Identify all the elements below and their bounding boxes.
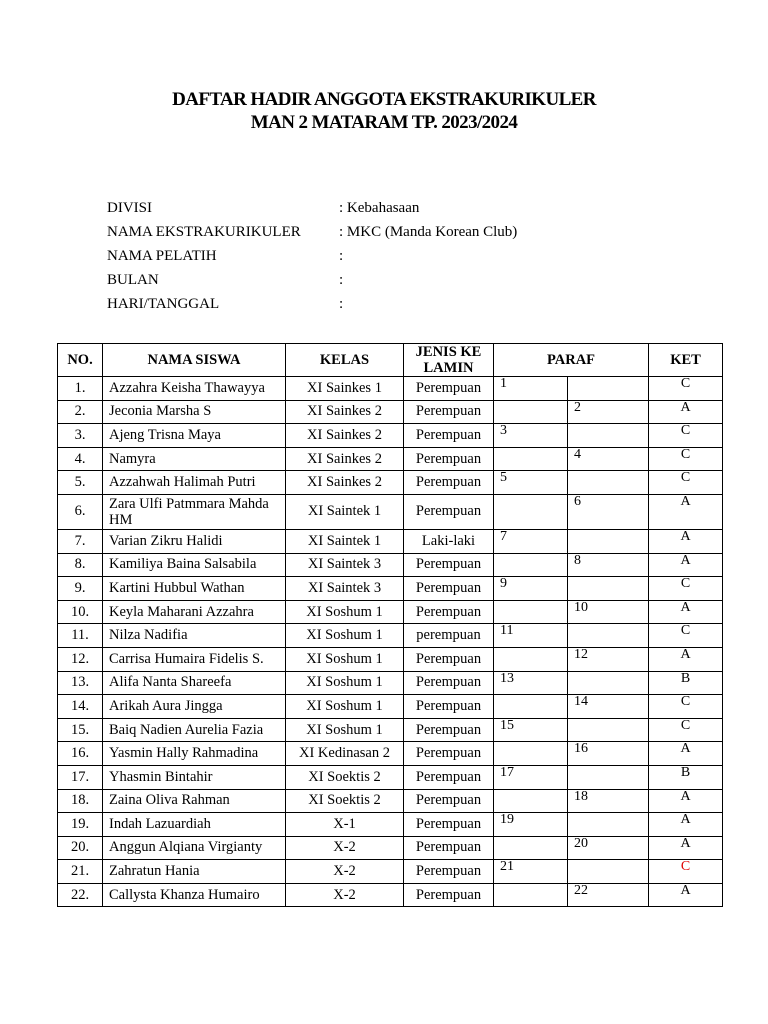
paraf-cell-right [568, 860, 649, 884]
student-gender: Perempuan [404, 789, 494, 813]
ket-cell: B [649, 671, 723, 695]
row-number: 13. [58, 671, 103, 695]
info-value: : [339, 248, 344, 264]
student-gender: Perempuan [404, 577, 494, 601]
table-row [58, 471, 723, 495]
table-row [58, 400, 723, 424]
row-number: 6. [58, 494, 103, 529]
info-label: BULAN [107, 272, 159, 288]
paraf-cell-right [568, 718, 649, 742]
table-row [58, 718, 723, 742]
ket-cell: C [649, 718, 723, 742]
student-gender: Perempuan [404, 765, 494, 789]
student-name: Ajeng Trisna Maya [103, 424, 286, 448]
paraf-cell-left [494, 494, 568, 529]
student-gender: Perempuan [404, 718, 494, 742]
table-row [58, 883, 723, 907]
ket-cell: C [649, 377, 723, 401]
student-name: Zahratun Hania [103, 860, 286, 884]
student-class: X-2 [286, 836, 404, 860]
table-row [58, 836, 723, 860]
row-number: 22. [58, 883, 103, 907]
student-class: X-1 [286, 813, 404, 837]
row-number: 21. [58, 860, 103, 884]
row-number: 12. [58, 647, 103, 671]
ket-cell: C [649, 860, 723, 884]
student-gender: Perempuan [404, 695, 494, 719]
ket-cell: A [649, 742, 723, 766]
row-number: 3. [58, 424, 103, 448]
student-name: Indah Lazuardiah [103, 813, 286, 837]
paraf-cell-left: 1 [494, 377, 568, 401]
student-class: XI Sainkes 2 [286, 447, 404, 471]
paraf-cell-right: 10 [568, 600, 649, 624]
student-gender: Perempuan [404, 494, 494, 529]
header-paraf: PARAF [494, 344, 649, 377]
paraf-cell-left: 9 [494, 577, 568, 601]
row-number: 20. [58, 836, 103, 860]
paraf-cell-left: 13 [494, 671, 568, 695]
paraf-cell-left [494, 447, 568, 471]
row-number: 7. [58, 529, 103, 553]
student-name: Keyla Maharani Azzahra [103, 600, 286, 624]
table-row [58, 553, 723, 577]
student-class: X-2 [286, 883, 404, 907]
paraf-cell-left [494, 883, 568, 907]
ket-cell: A [649, 789, 723, 813]
ket-cell: C [649, 471, 723, 495]
table-body [58, 377, 723, 907]
paraf-cell-left: 15 [494, 718, 568, 742]
row-number: 19. [58, 813, 103, 837]
student-class: XI Saintek 3 [286, 553, 404, 577]
paraf-cell-right [568, 471, 649, 495]
row-number: 16. [58, 742, 103, 766]
student-name: Nilza Nadifia [103, 624, 286, 648]
student-gender: Perempuan [404, 471, 494, 495]
row-number: 14. [58, 695, 103, 719]
paraf-cell-right: 18 [568, 789, 649, 813]
paraf-cell-right [568, 624, 649, 648]
student-class: XI Sainkes 1 [286, 377, 404, 401]
student-class: XI Sainkes 2 [286, 424, 404, 448]
student-class: XI Soshum 1 [286, 718, 404, 742]
student-gender: perempuan [404, 624, 494, 648]
paraf-cell-left: 11 [494, 624, 568, 648]
paraf-cell-left: 21 [494, 860, 568, 884]
student-gender: Perempuan [404, 860, 494, 884]
student-name: Arikah Aura Jingga [103, 695, 286, 719]
paraf-cell-right [568, 671, 649, 695]
paraf-cell-left [494, 742, 568, 766]
paraf-cell-right: 8 [568, 553, 649, 577]
student-class: XI Saintek 3 [286, 577, 404, 601]
table-row [58, 789, 723, 813]
paraf-cell-right: 20 [568, 836, 649, 860]
student-class: XI Kedinasan 2 [286, 742, 404, 766]
student-name: Jeconia Marsha S [103, 400, 286, 424]
ket-cell: A [649, 494, 723, 529]
paraf-cell-left [494, 647, 568, 671]
student-gender: Perempuan [404, 447, 494, 471]
row-number: 15. [58, 718, 103, 742]
ket-cell: A [649, 883, 723, 907]
student-name: Yasmin Hally Rahmadina [103, 742, 286, 766]
paraf-cell-right: 6 [568, 494, 649, 529]
table-row [58, 377, 723, 401]
student-class: XI Soshum 1 [286, 671, 404, 695]
student-name: Carrisa Humaira Fidelis S. [103, 647, 286, 671]
paraf-cell-left: 17 [494, 765, 568, 789]
header-nama-siswa: NAMA SISWA [103, 344, 286, 377]
header-no: NO. [58, 344, 103, 377]
table-row [58, 813, 723, 837]
row-number: 18. [58, 789, 103, 813]
header-jenis-kelamin: JENIS KE LAMIN [404, 344, 494, 377]
student-class: XI Soshum 1 [286, 624, 404, 648]
student-name: Zara Ulfi Patmmara Mahda HM [103, 494, 286, 529]
ket-cell: B [649, 765, 723, 789]
student-class: XI Soshum 1 [286, 695, 404, 719]
paraf-cell-right [568, 813, 649, 837]
ket-cell: A [649, 529, 723, 553]
ket-cell: A [649, 553, 723, 577]
row-number: 5. [58, 471, 103, 495]
paraf-cell-right: 12 [568, 647, 649, 671]
header-ket: KET [649, 344, 723, 377]
ket-cell: C [649, 695, 723, 719]
student-name: Kamiliya Baina Salsabila [103, 553, 286, 577]
info-value: : MKC (Manda Korean Club) [339, 224, 518, 240]
ket-cell: A [649, 400, 723, 424]
student-gender: Perempuan [404, 883, 494, 907]
table-row [58, 424, 723, 448]
student-class: XI Sainkes 2 [286, 471, 404, 495]
info-value: : [339, 272, 344, 288]
student-gender: Perempuan [404, 647, 494, 671]
student-class: XI Soektis 2 [286, 765, 404, 789]
paraf-cell-right [568, 765, 649, 789]
student-gender: Perempuan [404, 671, 494, 695]
ket-cell: A [649, 813, 723, 837]
student-name: Zaina Oliva Rahman [103, 789, 286, 813]
student-class: X-2 [286, 860, 404, 884]
table-row [58, 577, 723, 601]
student-name: Kartini Hubbul Wathan [103, 577, 286, 601]
student-gender: Perempuan [404, 813, 494, 837]
student-class: XI Soektis 2 [286, 789, 404, 813]
paraf-cell-left [494, 553, 568, 577]
student-gender: Perempuan [404, 836, 494, 860]
student-class: XI Saintek 1 [286, 494, 404, 529]
paraf-cell-left [494, 600, 568, 624]
paraf-cell-left [494, 789, 568, 813]
student-name: Yhasmin Bintahir [103, 765, 286, 789]
paraf-cell-right: 16 [568, 742, 649, 766]
paraf-cell-right [568, 529, 649, 553]
student-gender: Perempuan [404, 742, 494, 766]
ket-cell: C [649, 447, 723, 471]
table-header-row [58, 344, 723, 377]
student-name: Varian Zikru Halidi [103, 529, 286, 553]
table-row [58, 600, 723, 624]
row-number: 11. [58, 624, 103, 648]
table-row [58, 695, 723, 719]
student-name: Anggun Alqiana Virgianty [103, 836, 286, 860]
document-title-line1: DAFTAR HADIR ANGGOTA EKSTRAKURIKULER [172, 89, 596, 110]
paraf-cell-left: 3 [494, 424, 568, 448]
student-name: Azzahwah Halimah Putri [103, 471, 286, 495]
info-label: NAMA EKSTRAKURIKULER [107, 224, 301, 240]
student-name: Alifa Nanta Shareefa [103, 671, 286, 695]
info-label: NAMA PELATIH [107, 248, 217, 264]
student-gender: Perempuan [404, 553, 494, 577]
student-name: Namyra [103, 447, 286, 471]
student-gender: Perempuan [404, 424, 494, 448]
table-row [58, 671, 723, 695]
info-label: HARI/TANGGAL [107, 296, 220, 312]
paraf-cell-right [568, 577, 649, 601]
row-number: 10. [58, 600, 103, 624]
table-row [58, 742, 723, 766]
student-class: XI Soshum 1 [286, 647, 404, 671]
student-class: XI Sainkes 2 [286, 400, 404, 424]
attendance-table [57, 343, 723, 907]
ket-cell: A [649, 600, 723, 624]
row-number: 9. [58, 577, 103, 601]
paraf-cell-left [494, 836, 568, 860]
paraf-cell-left [494, 695, 568, 719]
table-row [58, 647, 723, 671]
row-number: 8. [58, 553, 103, 577]
header-kelas: KELAS [286, 344, 404, 377]
row-number: 1. [58, 377, 103, 401]
paraf-cell-left: 5 [494, 471, 568, 495]
info-value: : [339, 296, 344, 312]
ket-cell: A [649, 647, 723, 671]
row-number: 2. [58, 400, 103, 424]
paraf-cell-right: 2 [568, 400, 649, 424]
student-gender: Laki-laki [404, 529, 494, 553]
paraf-cell-left [494, 400, 568, 424]
student-name: Baiq Nadien Aurelia Fazia [103, 718, 286, 742]
table-row [58, 765, 723, 789]
student-gender: Perempuan [404, 400, 494, 424]
document-title-line2: MAN 2 MATARAM TP. 2023/2024 [250, 112, 518, 133]
student-class: XI Soshum 1 [286, 600, 404, 624]
paraf-cell-left: 19 [494, 813, 568, 837]
ket-cell: C [649, 424, 723, 448]
student-name: Callysta Khanza Humairo [103, 883, 286, 907]
paraf-cell-right: 22 [568, 883, 649, 907]
paraf-cell-right: 14 [568, 695, 649, 719]
ket-cell: A [649, 836, 723, 860]
student-class: XI Saintek 1 [286, 529, 404, 553]
student-name: Azzahra Keisha Thawayya [103, 377, 286, 401]
paraf-cell-right [568, 424, 649, 448]
row-number: 4. [58, 447, 103, 471]
ket-cell: C [649, 577, 723, 601]
info-value: : Kebahasaan [339, 200, 420, 216]
paraf-cell-right: 4 [568, 447, 649, 471]
table-row [58, 529, 723, 553]
student-gender: Perempuan [404, 377, 494, 401]
student-gender: Perempuan [404, 600, 494, 624]
table-row [58, 624, 723, 648]
row-number: 17. [58, 765, 103, 789]
paraf-cell-left: 7 [494, 529, 568, 553]
paraf-cell-right [568, 377, 649, 401]
ket-cell: C [649, 624, 723, 648]
table-row [58, 494, 723, 529]
info-label: DIVISI [107, 200, 152, 216]
table-row [58, 860, 723, 884]
table-row [58, 447, 723, 471]
